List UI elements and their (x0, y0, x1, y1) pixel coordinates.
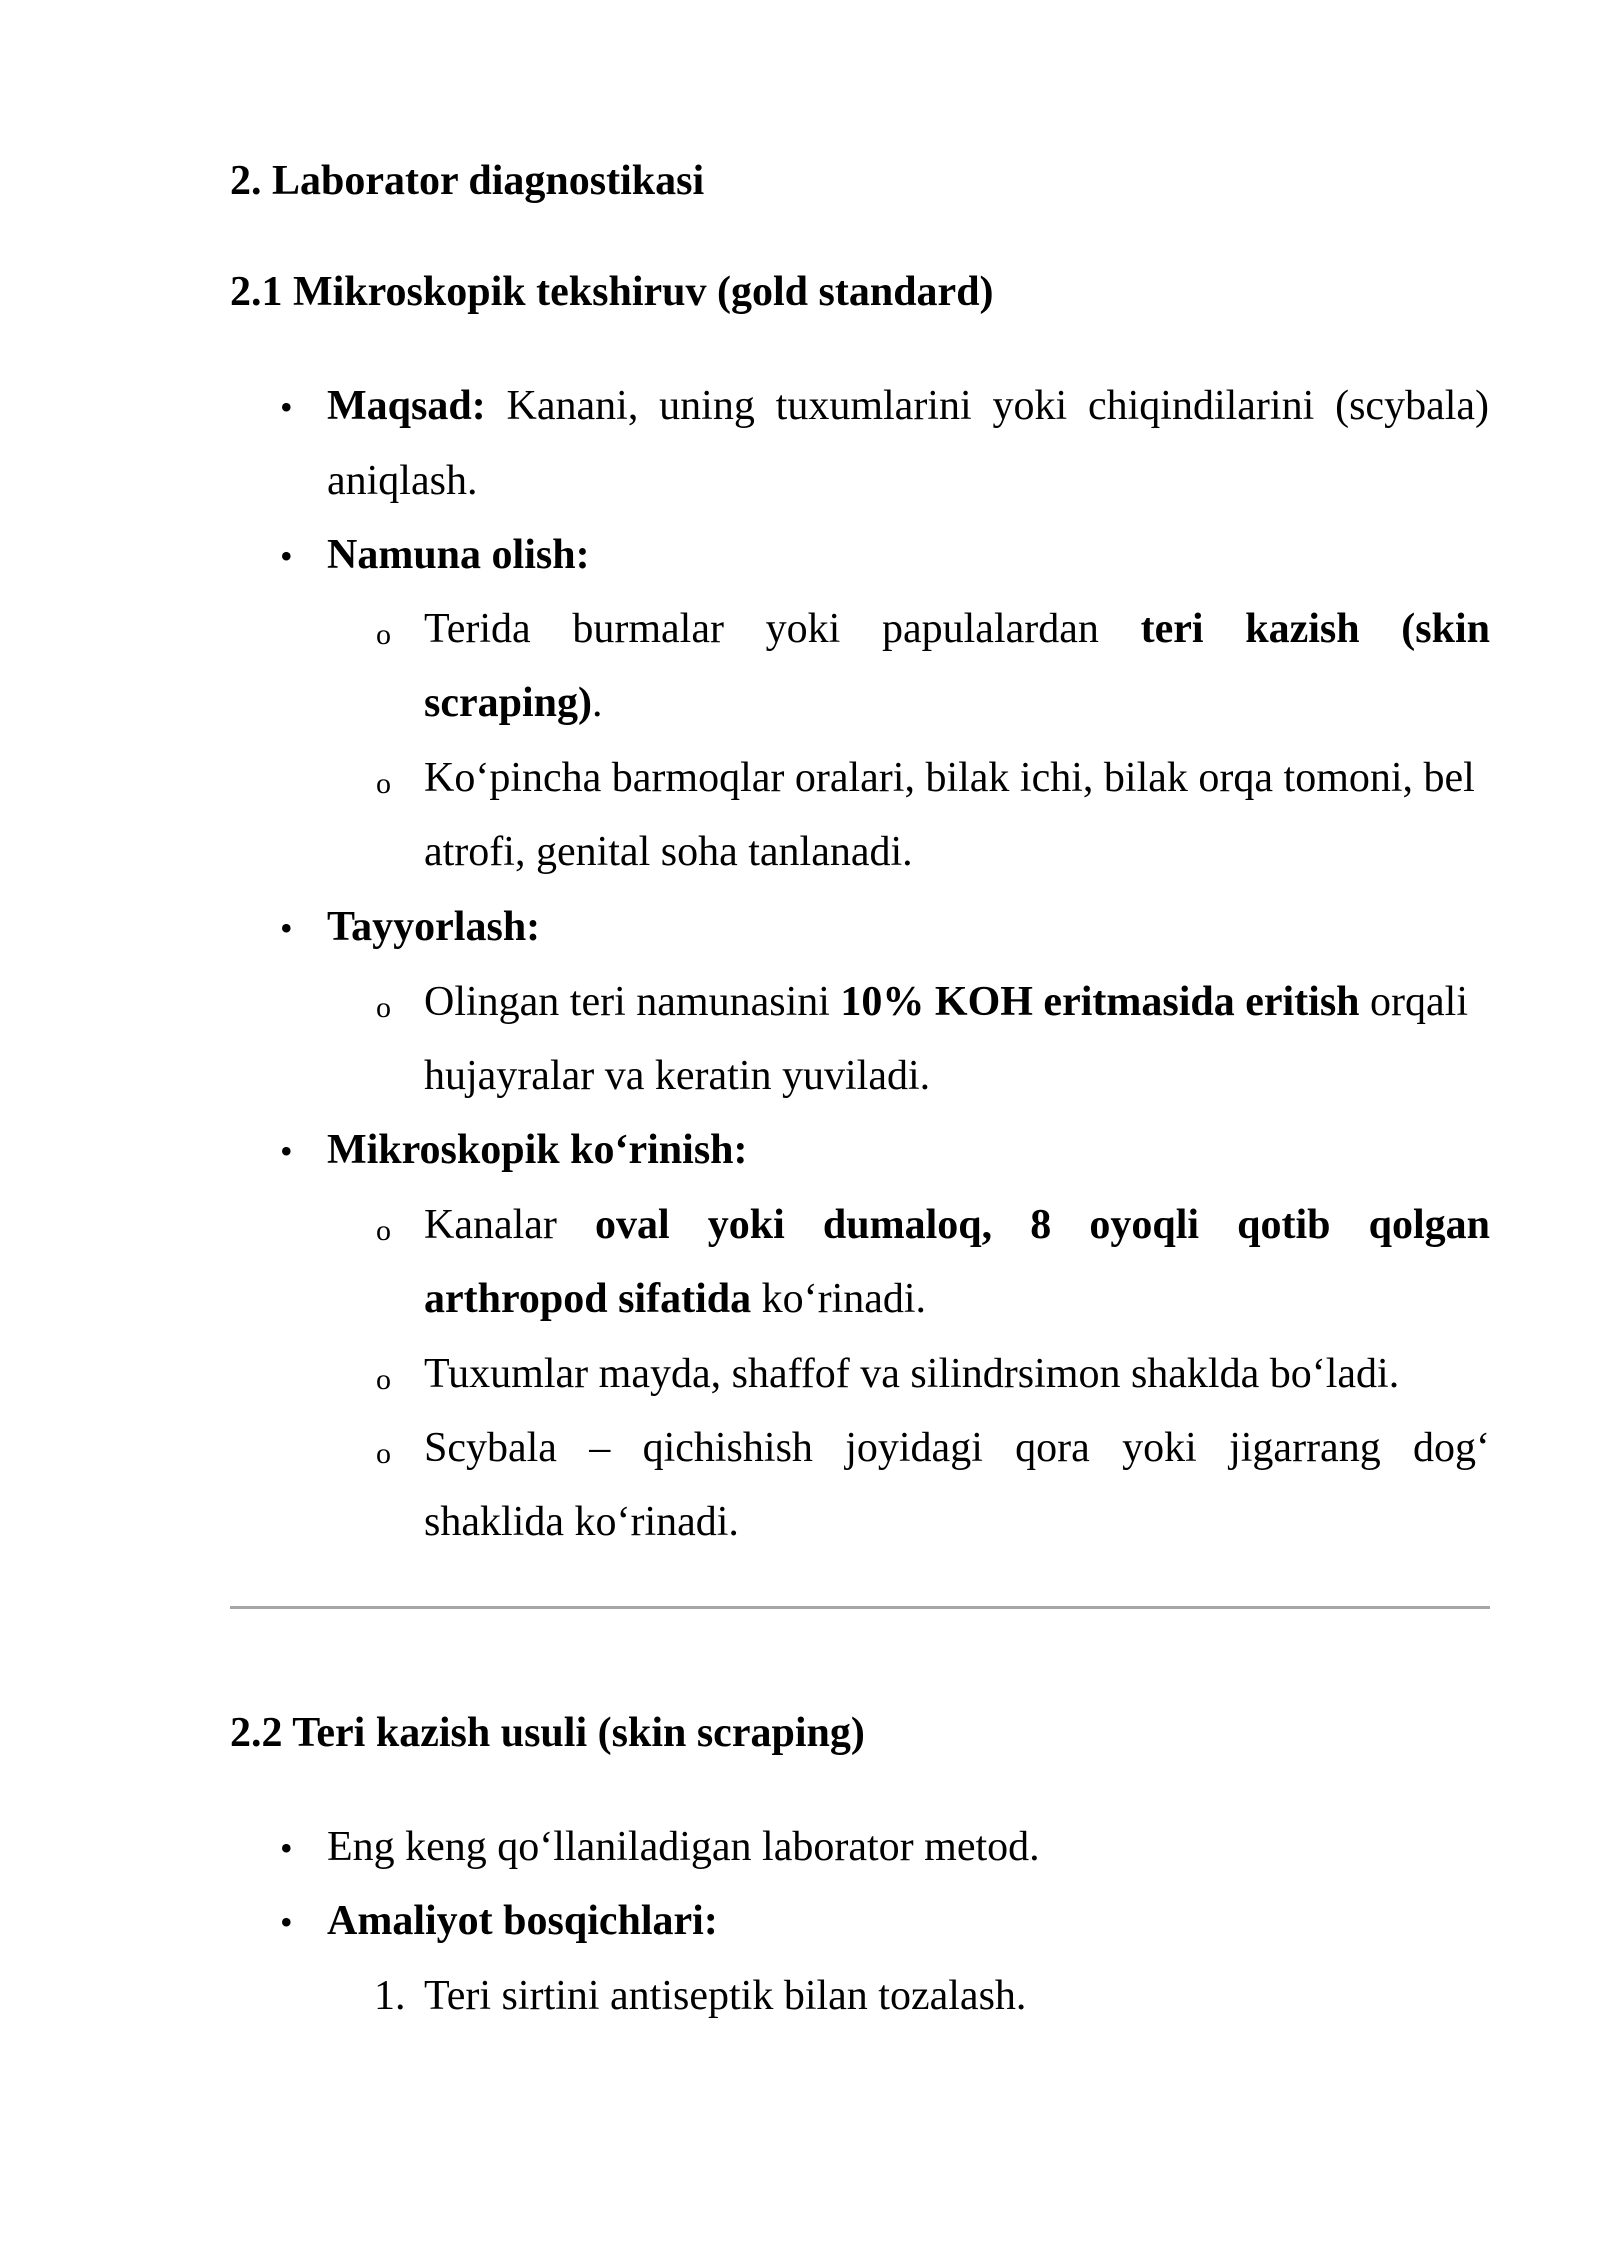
korinish-item-1-text: Kanalar (424, 1202, 557, 1248)
tayyorlash-text-end: orqali (1370, 979, 1469, 1025)
bullet-marker: • (280, 1131, 293, 1171)
korinish-label: Mikroskopik ko‘rinish: (327, 1127, 748, 1173)
sub-bullet-marker: o (376, 1214, 391, 1247)
korinish-item-3-line-1 (424, 1427, 1490, 1469)
maqsad-line-2: aniqlash. (327, 458, 478, 504)
namuna-item-1-line-2 (424, 682, 603, 724)
teri-kazish-item-1: Eng keng qo‘llaniladigan laborator metod. (327, 1824, 1040, 1870)
section-title: 2. Laborator diagnostikasi (230, 158, 705, 204)
namuna-item-1-bold: teri kazish (skin (1140, 606, 1491, 652)
namuna-item-1-text: Terida burmalar yoki papulalardan (424, 606, 1099, 652)
namuna-item-1-bold-2: scraping) (424, 680, 592, 726)
namuna-item-2-line-2: atrofi, genital soha tanlanadi. (424, 829, 913, 875)
subsection-title-2: 2.2 Teri kazish usuli (skin scraping) (230, 1710, 865, 1756)
korinish-item-3-text: Scybala – qichishish joyidagi qora yoki jigarrang dog‘ (424, 1425, 1490, 1471)
namuna-item-1-end: . (592, 680, 603, 726)
namuna-label: Namuna olish: (327, 532, 590, 578)
korinish-item-3-line-2: shaklida ko‘rinadi. (424, 1499, 739, 1545)
sub-bullet-marker: o (376, 991, 391, 1024)
maqsad-line-1 (327, 385, 1489, 427)
korinish-item-2-line-1: Tuxumlar mayda, shaffof va silindrsimon shaklda bo‘ladi. (424, 1351, 1400, 1397)
tayyorlash-label: Tayyorlash: (327, 904, 541, 950)
tayyorlash-bold: 10% KOH eritmasida eritish (840, 979, 1360, 1025)
horizontal-divider (230, 1606, 1490, 1609)
bullet-marker: • (280, 1828, 293, 1868)
tayyorlash-text-start: Olingan teri namunasini (424, 979, 830, 1025)
bullet-marker: • (280, 387, 293, 427)
maqsad-text: Kanani, uning tuxumlarini yoki chiqindilarini (scybala) (506, 383, 1490, 429)
subsection-title: 2.1 Mikroskopik tekshiruv (gold standard) (230, 269, 994, 315)
amaliyot-step-1: Teri sirtini antiseptik bilan tozalash. (424, 1973, 1027, 2019)
sub-bullet-marker: o (376, 767, 391, 800)
bullet-marker: • (280, 908, 293, 948)
sub-bullet-marker: o (376, 1363, 391, 1396)
tayyorlash-item-1-line-1 (424, 981, 1468, 1023)
bullet-marker: • (280, 536, 293, 576)
korinish-item-1-bold: oval yoki dumaloq, 8 oyoqli qotib qolgan (595, 1202, 1491, 1248)
maqsad-label: Maqsad: (327, 383, 486, 429)
namuna-item-2-line-1: Ko‘pincha barmoqlar oralari, bilak ichi, bilak orqa tomoni, bel (424, 755, 1475, 801)
korinish-item-1-end: ko‘rinadi. (761, 1276, 927, 1322)
korinish-item-1-line-2 (424, 1278, 926, 1320)
korinish-item-1-bold-2: arthropod sifatida (424, 1276, 752, 1322)
bullet-marker: • (280, 1902, 293, 1942)
korinish-item-1-line-1 (424, 1204, 1490, 1246)
sub-bullet-marker: o (376, 1437, 391, 1470)
tayyorlash-item-1-line-2: hujayralar va keratin yuviladi. (424, 1053, 931, 1099)
amaliyot-label: Amaliyot bosqichlari: (327, 1898, 718, 1944)
sub-bullet-marker: o (376, 618, 391, 651)
step-number: 1. (374, 1973, 406, 2019)
namuna-item-1-line-1 (424, 608, 1490, 650)
